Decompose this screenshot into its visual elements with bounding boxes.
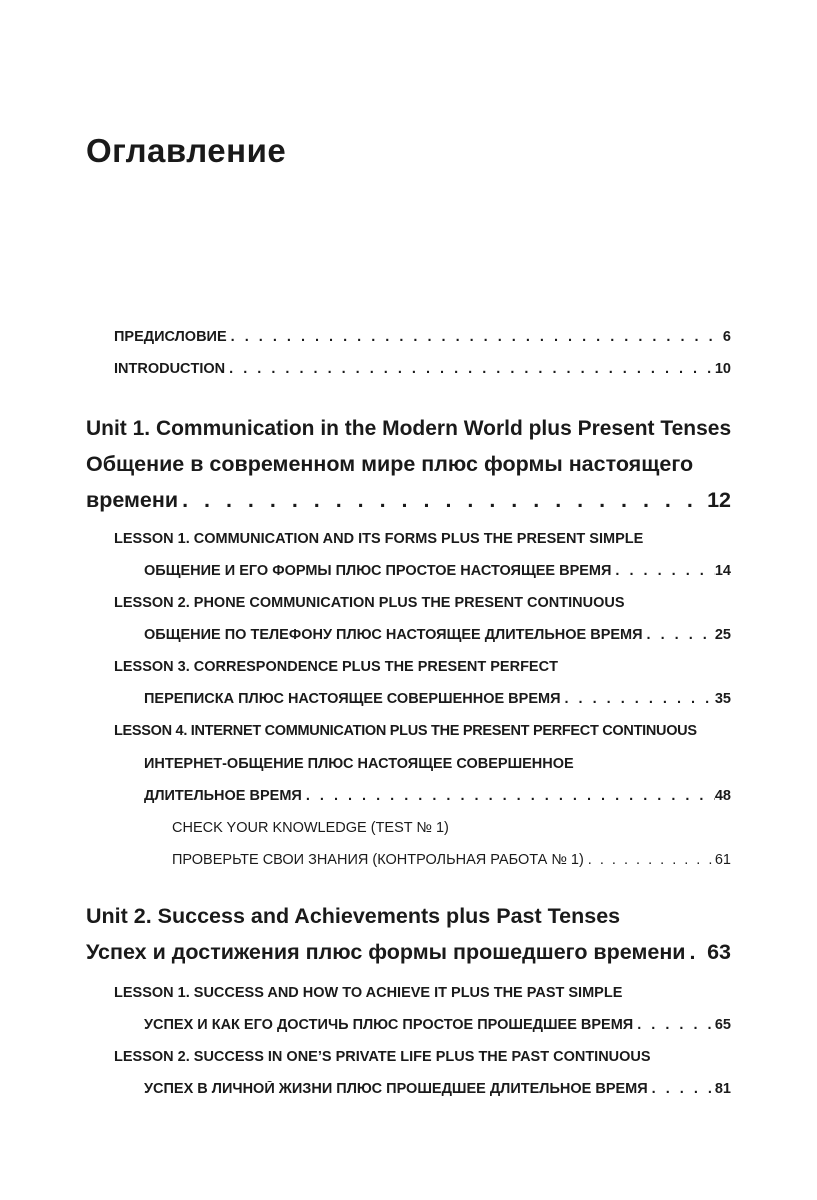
u1-lesson-4-ru-end[interactable] — [144, 788, 731, 804]
u2-lesson-1-ru[interactable] — [144, 1017, 731, 1033]
u2-lesson-1-en[interactable]: LESSON 1. SUCCESS AND HOW TO ACHIEVE IT PLUS THE PAST SIMPLE — [114, 985, 623, 1001]
u1-lesson-4-ru[interactable]: ИНТЕРНЕТ-ОБЩЕНИЕ ПЛЮС НАСТОЯЩЕЕ СОВЕРШЕННОЕ — [144, 756, 574, 772]
unit-2-title-en[interactable]: Unit 2. Success and Achievements plus Past Tenses — [86, 904, 621, 928]
u1-lesson-2-en[interactable]: LESSON 2. PHONE COMMUNICATION PLUS THE PRESENT CONTINUOUS — [114, 595, 625, 611]
toc-page-number: 61 — [714, 852, 731, 868]
u1-check-en[interactable]: CHECK YOUR KNOWLEDGE (TEST № 1) — [172, 820, 449, 836]
toc-page-number: 10 — [714, 361, 731, 377]
toc-page-number: 14 — [714, 563, 731, 579]
toc-entry-label: УСПЕХ В ЛИЧНОЙ ЖИЗНИ ПЛЮС ПРОШЕДШЕЕ ДЛИТЕЛЬНОЕ ВРЕМЯ — [144, 1081, 648, 1097]
u1-lesson-4-en[interactable]: LESSON 4. INTERNET COMMUNICATION PLUS THE PRESENT PERFECT CONTINUOUS — [114, 723, 697, 739]
unit-1-title-ru[interactable]: Общение в современном мире плюс формы настоящего — [86, 452, 694, 476]
toc-entry-label: времени — [86, 488, 179, 512]
toc-page-number: 48 — [714, 788, 731, 804]
dot-leader — [686, 940, 708, 965]
dot-leader — [643, 627, 715, 643]
toc-page-number: 35 — [714, 691, 731, 707]
toc-entry-label: ДЛИТЕЛЬНОЕ ВРЕМЯ — [144, 788, 302, 804]
toc-entry-label: INTRODUCTION — [114, 361, 226, 377]
dot-leader — [302, 788, 715, 804]
dot-leader — [561, 691, 715, 707]
dot-leader — [178, 488, 707, 513]
toc-entry-label: Успех и достижения плюс формы прошедшего времени — [86, 940, 686, 964]
toc-entry-label: ОБЩЕНИЕ И ЕГО ФОРМЫ ПЛЮС ПРОСТОЕ НАСТОЯЩЕЕ ВРЕМЯ — [144, 563, 612, 579]
toc-entry-label: ПРОВЕРЬТЕ СВОИ ЗНАНИЯ (КОНТРОЛЬНАЯ РАБОТА № 1) — [172, 852, 584, 868]
toc-entry-label: ПРЕДИСЛОВИЕ — [114, 329, 227, 345]
dot-leader — [227, 329, 723, 345]
u1-lesson-1-ru[interactable] — [144, 563, 731, 579]
u1-check-ru[interactable] — [172, 852, 731, 868]
dot-leader — [584, 852, 715, 868]
toc-entry-label: УСПЕХ И КАК ЕГО ДОСТИЧЬ ПЛЮС ПРОСТОЕ ПРОШЕДШЕЕ ВРЕМЯ — [144, 1017, 634, 1033]
unit-1-title-ru-end[interactable] — [86, 488, 731, 513]
u1-lesson-3-ru[interactable] — [144, 691, 731, 707]
toc-page-number: 81 — [714, 1081, 731, 1097]
unit-1-title-en[interactable]: Unit 1. Communication in the Modern World plus Present Tenses — [86, 416, 732, 440]
toc-page-number: 25 — [714, 627, 731, 643]
toc-page-number: 65 — [714, 1017, 731, 1033]
toc-entry-introduction[interactable] — [114, 361, 731, 377]
toc-entry-preface[interactable] — [114, 329, 731, 345]
page-title: Оглавление — [86, 132, 287, 169]
dot-leader — [611, 563, 714, 579]
dot-leader — [633, 1017, 715, 1033]
toc-entry-label: ОБЩЕНИЕ ПО ТЕЛЕФОНУ ПЛЮС НАСТОЯЩЕЕ ДЛИТЕЛЬНОЕ ВРЕМЯ — [144, 627, 643, 643]
u2-lesson-2-ru[interactable] — [144, 1081, 731, 1097]
u2-lesson-2-en[interactable]: LESSON 2. SUCCESS IN ONE’S PRIVATE LIFE PLUS THE PAST CONTINUOUS — [114, 1049, 651, 1065]
u1-lesson-1-en[interactable]: LESSON 1. COMMUNICATION AND ITS FORMS PLUS THE PRESENT SIMPLE — [114, 531, 644, 547]
dot-leader — [648, 1081, 715, 1097]
toc-page-number: 6 — [722, 329, 731, 345]
unit-2-title-ru[interactable] — [86, 940, 731, 965]
u1-lesson-2-ru[interactable] — [144, 627, 731, 643]
toc-entry-label: ПЕРЕПИСКА ПЛЮС НАСТОЯЩЕЕ СОВЕРШЕННОЕ ВРЕМЯ — [144, 691, 561, 707]
toc-page-number: 12 — [707, 488, 731, 512]
toc-page-number: 63 — [707, 940, 731, 964]
dot-leader — [225, 361, 715, 377]
u1-lesson-3-en[interactable]: LESSON 3. CORRESPONDENCE PLUS THE PRESENT PERFECT — [114, 659, 558, 675]
